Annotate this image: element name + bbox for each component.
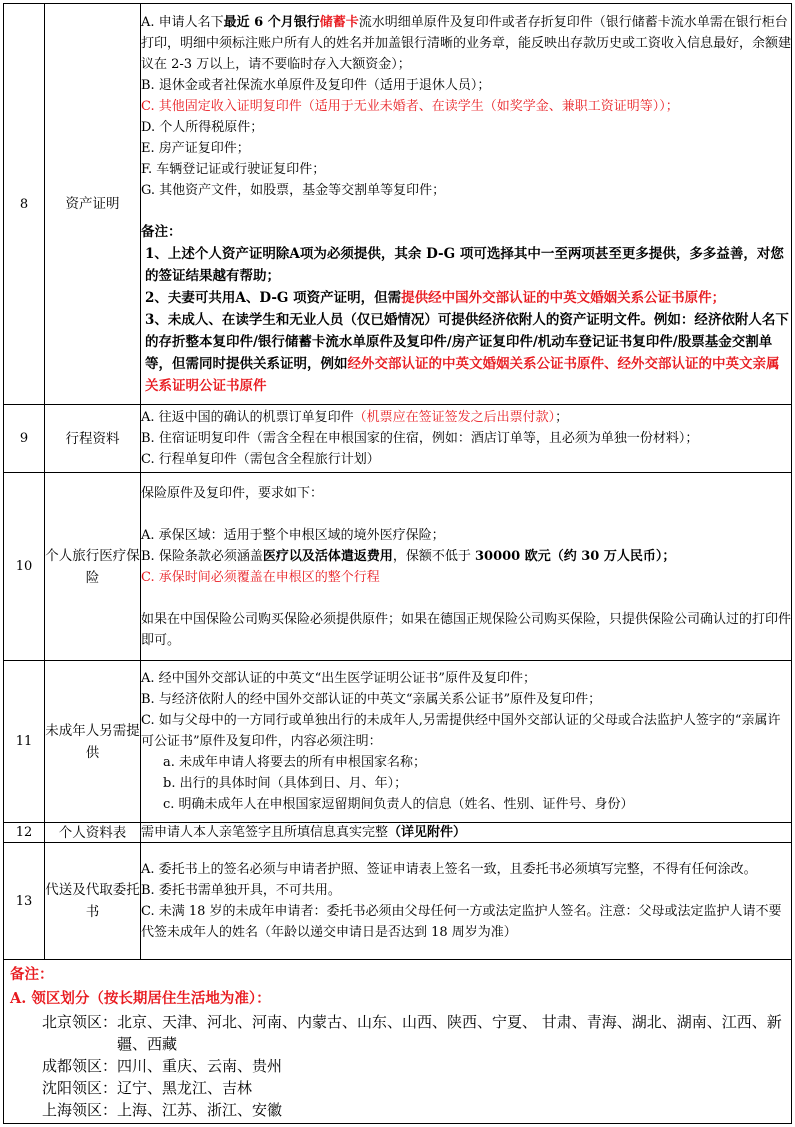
content-line: 保险原件及复印件，要求如下：: [141, 485, 324, 501]
table-row: [4, 405, 792, 473]
row-number: 8: [4, 4, 45, 405]
district-name: 成都领区：: [42, 1057, 118, 1075]
district-chengdu: [10, 1055, 785, 1077]
row-category: 代送及代取委托书: [45, 843, 141, 960]
district-beijing: [10, 1011, 785, 1055]
content-line: A. 经中国外交部认证的中英文“出生医学证明公证书”原件及复印件；: [141, 671, 536, 686]
table-row: [4, 843, 792, 960]
note-line: 1、上述个人资产证明除A项为必须提供，其余 D-G 项可选择其中一至两项甚至更多提供，多多益善，对您的签证结果越有帮助；: [145, 245, 784, 284]
content-line: B. 委托书需单独开具，不可共用。: [141, 883, 341, 898]
content-line: E. 房产证复印件；: [141, 140, 250, 156]
content-line: A. 申请人名下最近 6 个月银行储蓄卡流水明细单原件及复印件或者存折复印件（银行储蓄卡流水单需在银行柜台打印，明细中须标注账户所有人的姓名并加盖银行清晰的业务章，能反映出存款历史或工资收入信息最好，余额建议在 2-3 万以上，请不要临时存入大额资金）；: [141, 14, 792, 72]
content-line: a. 未成年申请人将要去的所有申根国家名称；: [163, 755, 427, 770]
row-content: [141, 4, 792, 405]
row-content: [141, 405, 792, 473]
row-number: 13: [4, 843, 45, 960]
district-name: 北京领区：: [42, 1013, 118, 1031]
content-line: D. 个人所得税原件；: [141, 119, 264, 135]
row-category: 个人资料表: [45, 823, 141, 843]
row-number: 10: [4, 473, 45, 661]
district-name: 上海领区：: [42, 1101, 118, 1119]
content-line: A. 往返中国的确认的机票订单复印件（机票应在签证签发之后出票付款）；: [141, 410, 569, 425]
content-line: C. 其他固定收入证明复印件（适用于无业未婚者、在读学生（如奖学金、兼职工资证明等））；: [141, 98, 679, 114]
content-line: C. 未满 18 岁的未成年申请者：委托书必须由父母任何一方或法定监护人签名。注意：父母或法定监护人请不要代签未成年人的姓名（年龄以递交申请日是否达到 18 周岁为准）: [141, 904, 782, 940]
requirements-table: [3, 3, 792, 960]
content-line: C. 如与父母中的一方同行或单独出行的未成年人,另需提供经中国外交部认证的父母或合法监护人签字的“亲属许可公证书”原件及复印件，内容必须注明：: [141, 713, 781, 749]
district-shenyang: [10, 1077, 785, 1099]
district-list: 上海、江苏、浙江、安徽: [117, 1101, 283, 1119]
note-title: 备注：: [141, 223, 182, 240]
row-number: 11: [4, 661, 45, 823]
content-line: C. 行程单复印件（需包含全程旅行计划）: [141, 452, 380, 467]
remarks-subtitle: A. 领区划分（按长期居住生活地为准）：: [10, 990, 271, 1007]
content-line: A. 承保区域：适用于整个申根区域的境外医疗保险；: [141, 527, 445, 543]
remarks-section: [3, 960, 792, 1124]
district-name: 沈阳领区：: [42, 1079, 118, 1097]
content-line: A. 委托书上的签名必须与申请者护照、签证申请表上签名一致，且委托书必须填写完整，不得有任何涂改。: [141, 862, 757, 877]
content-line: G. 其他资产文件，如股票，基金等交割单等复印件；: [141, 182, 446, 198]
content-line: B. 住宿证明复印件（需含全程在申根国家的住宿，例如：酒店订单等，且必须为单独一份材料）；: [141, 431, 699, 446]
row-category: 行程资料: [45, 405, 141, 473]
content-line: B. 与经济依附人的经中国外交部认证的中英文“亲属关系公证书”原件及复印件；: [141, 692, 602, 707]
row-content: [141, 843, 792, 960]
row-content: 需申请人本人亲笔签字且所填信息真实完整（详见附件）: [141, 823, 792, 843]
note-line: 2、夫妻可共用A、D-G 项资产证明，但需提供经中国外交部认证的中英文婚姻关系公证书原件；: [145, 289, 726, 306]
content-line: B. 退休金或者社保流水单原件及复印件（适用于退休人员）；: [141, 77, 491, 93]
content-line: F. 车辆登记证或行驶证复印件；: [141, 161, 326, 177]
table-row: [4, 823, 792, 843]
row-number: 12: [4, 823, 45, 843]
content-line: C. 承保时间必须覆盖在申根区的整个行程: [141, 569, 380, 585]
row-content: [141, 473, 792, 661]
content-line: B. 保险条款必须涵盖医疗以及活体遣返费用，保额不低于 30000 欧元（约 30 万人民币）；: [141, 548, 676, 564]
content-line: b. 出行的具体时间（具体到日、月、年）；: [163, 776, 408, 791]
remarks-title: 备注：: [10, 966, 54, 983]
row-category: 个人旅行医疗保险: [45, 473, 141, 661]
table-row: [4, 473, 792, 661]
district-list: 辽宁、黑龙江、吉林: [117, 1079, 253, 1097]
row-category: 未成年人另需提供: [45, 661, 141, 823]
table-row: [4, 661, 792, 823]
district-list: 四川、重庆、云南、贵州: [117, 1057, 283, 1075]
row-number: 9: [4, 405, 45, 473]
row-content: [141, 661, 792, 823]
table-row: [4, 4, 792, 405]
row-category: 资产证明: [45, 4, 141, 405]
district-list: 北京、天津、河北、河南、内蒙古、山东、山西、陕西、宁夏、 甘肃、青海、湖北、湖南、江西、新疆、西藏: [117, 1013, 782, 1053]
content-line: 如果在中国保险公司购买保险必须提供原件；如果在德国正规保险公司购买保险，只提供保险公司确认过的打印件即可。: [141, 611, 792, 648]
note-line: 3、未成人、在读学生和无业人员（仅已婚情况）可提供经济依附人的资产证明文件。例如：经济依附人名下的存折整本复印件/银行储蓄卡流水单原件及复印件/房产证复印件/机动车登记证书复印件/股票基金交割单等，但需同时提供关系证明，例如经外交部认证的中英文婚姻关系公证书原件、经外交部认证的中英文亲属关系证明公证书原件: [145, 311, 789, 394]
content-line: c. 明确未成年人在申根国家逗留期间负责人的信息（姓名、性别、证件号、身份）: [163, 797, 634, 812]
district-shanghai: [10, 1099, 785, 1121]
